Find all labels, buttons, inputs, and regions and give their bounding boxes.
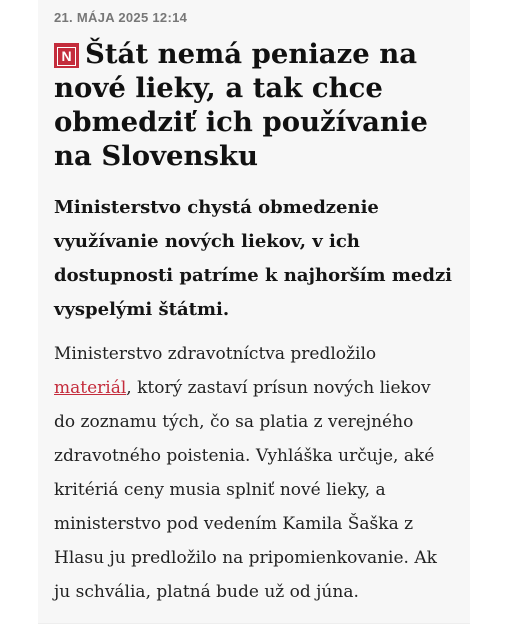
- material-link[interactable]: materiál: [54, 378, 127, 398]
- article-dateline: 21. MÁJA 2025 12:14: [54, 10, 188, 25]
- article-body: [54, 337, 456, 609]
- headline-text: Štát nemá peniaze na nové lieky, a tak chce obmedziť ich používanie na Slovensku: [54, 38, 428, 172]
- n-badge-icon: [54, 43, 79, 68]
- article-headline[interactable]: [54, 37, 456, 173]
- article-lead: Ministerstvo chystá obmedzenie využívanie nových liekov, v ich dostupnosti patríme k najhorším medzi vyspelými štátmi.: [54, 197, 453, 320]
- badge-letter: N: [57, 47, 76, 66]
- body-text-start: Ministerstvo zdravotníctva predložilo: [54, 344, 377, 364]
- body-text-rest: , ktorý zastaví prísun nových liekov do zoznamu tých, čo sa platia z verejného zdravotného poistenia. Vyhláška určuje, aké kritériá ceny musia splniť nové lieky, a ministerstvo pod vedením Kamila Šaška z Hlasu ju predložilo na pripomienkovanie. Ak ju schvália, platná bude už od júna.: [54, 378, 437, 602]
- article-card: [38, 0, 470, 624]
